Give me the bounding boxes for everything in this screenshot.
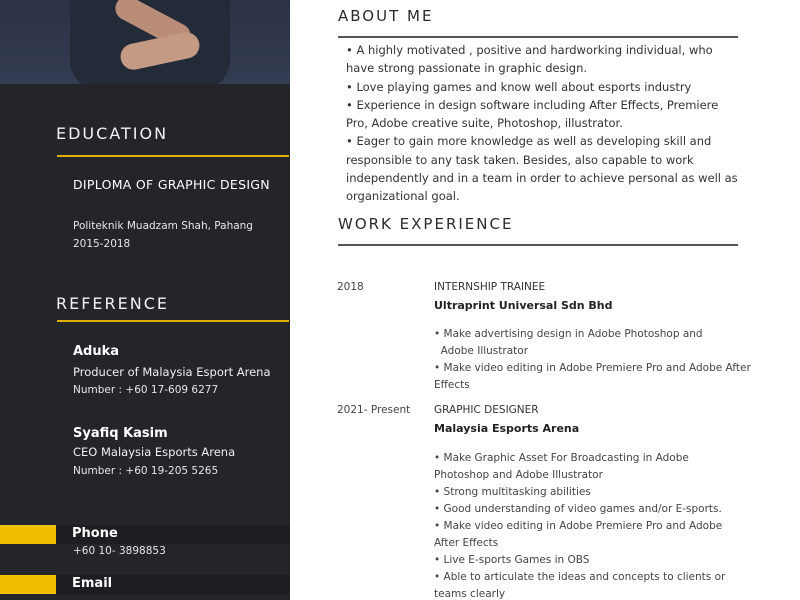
job-title: INTERNSHIP TRAINEE [434,281,546,293]
about-point: • Love playing games and know well about esports industry [346,79,692,94]
education-school: Politeknik Muadzam Shah, Pahang [73,220,253,232]
phone-value: +60 10- 3898853 [73,545,166,557]
job-duty: • Able to articulate the ideas and concepts to clients or teams clearly [434,571,726,600]
work-heading: WORK EXPERIENCE [338,215,514,233]
reference-number: Number : +60 19-205 5265 [73,465,219,477]
work-divider [338,244,738,246]
job-duty: Adobe Illustrator [434,345,529,357]
job-year: 2021- Present [337,404,411,416]
about-heading: ABOUT ME [338,7,434,25]
job-duties [434,450,734,600]
job-year: 2018 [337,281,364,293]
email-label: Email [72,576,113,591]
job-company: Ultraprint Universal Sdn Bhd [434,299,613,312]
education-heading: EDUCATION [56,124,169,143]
reference-divider [57,320,289,322]
reference-number: Number : +60 17-609 6277 [73,384,219,396]
phone-bar [0,525,290,544]
job-duty: • Live E-sports Games in OBS [434,554,590,566]
about-text [346,41,738,206]
job-duty: • Make video editing in Adobe Premiere Pro and Adobe After Effects [434,520,723,549]
job-duty: • Make video editing in Adobe Premiere Pro and Adobe After Effects [434,362,751,391]
education-years: 2015-2018 [73,238,131,250]
email-bar [0,575,290,594]
reference-heading: REFERENCE [56,294,170,313]
reference-role: Producer of Malaysia Esport Arena [73,365,271,379]
job-duty: • Make advertising design in Adobe Photoshop and [434,328,703,340]
sidebar [0,0,290,600]
education-divider [57,155,289,157]
job-duty: • Strong multitasking abilities [434,486,591,498]
about-point: • Eager to gain more knowledge as well as developing skill and responsible to any task taken. Besides, also capable to work independently and in a team in order to achieve personal as well as organizational goal. [346,134,738,204]
reference-role: CEO Malaysia Esports Arena [73,445,236,459]
reference-name: Aduka [73,344,120,359]
reference-name: Syafiq Kasim [73,426,168,441]
about-point: • Experience in design software including After Effects, Premiere Pro, Adobe creative suite, Photoshop, illustrator. [346,97,719,131]
job-duty: • Make Graphic Asset For Broadcasting in Adobe Photoshop and Adobe Illustrator [434,452,689,481]
about-point: • A highly motivated , positive and hardworking individual, who have strong passionate in graphic design. [346,43,713,76]
job-title: GRAPHIC DESIGNER [434,404,539,416]
phone-label: Phone [72,526,118,541]
job-company: Malaysia Esports Arena [434,422,580,435]
about-divider [338,36,738,38]
profile-photo [0,0,290,84]
education-degree: DIPLOMA OF GRAPHIC DESIGN [73,177,270,192]
phone-accent-tab [0,525,56,544]
job-duties [434,326,774,394]
job-duty: • Good understanding of video games and/or E-sports. [434,503,722,515]
email-accent-tab [0,575,56,594]
